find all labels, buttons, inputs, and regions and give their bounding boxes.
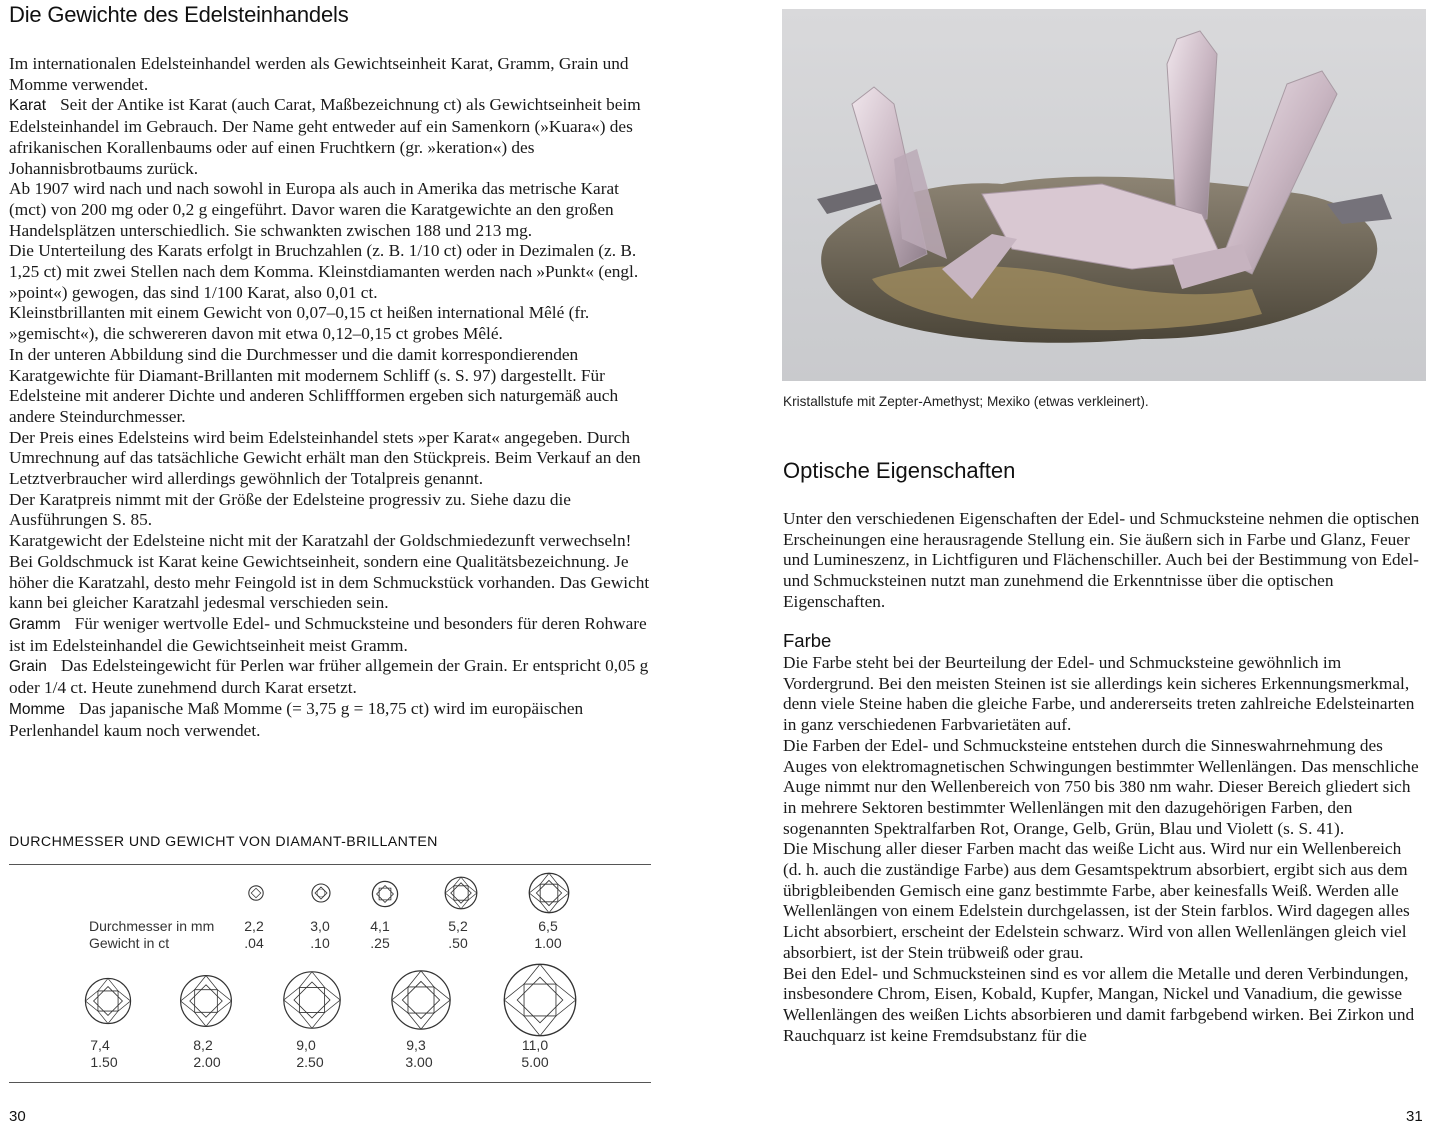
row1-diameter: 2,2: [244, 918, 264, 934]
photo-caption: Kristallstufe mit Zepter-Amethyst; Mexiko (etwas verkleinert).: [783, 394, 1149, 409]
karat-text: Seit der Antike ist Karat (auch Carat, Maßbezeichnung ct) als Gewichtseinheit beim Edelsteinhandel im Gebrauch. Der Name geht entweder auf ein Samenkorn (»Kuara«) des afrikanischen Korallenbaums oder auf einen Fruchtkern (gr. »keration«) des Johannisbrotbaums zurück.: [9, 95, 641, 178]
gramm-paragraph: [9, 614, 654, 656]
row2-weight: 5.00: [521, 1054, 549, 1070]
brilliant-diamond-icon: [179, 974, 233, 1028]
table-top-rule: [9, 864, 651, 865]
weight-label: Gewicht in ct: [89, 935, 170, 951]
table-title: DURCHMESSER UND GEWICHT VON DIAMANT-BRILLANTEN: [9, 834, 438, 850]
brilliant-diamond-icon: [502, 962, 578, 1038]
karat-paragraph: [9, 95, 654, 179]
section-title: Optische Eigenschaften: [783, 458, 1016, 483]
farbe-paragraph: Die Mischung aller dieser Farben macht das weiße Licht aus. Wird nur ein Wellenbereich (d. h. auch die zuständige Farbe) aus dem Gesamtspektrum absorbiert, ergibt sich aus dem übrigbleibenden Gemisch eine ganz bestimmte Farbe, aber keinesfalls Weiß. Werden alle Wellenlängen von einem Edelstein durchgelassen, ist der Stein farblos. Wird dagegen alles Licht absorbiert, erscheint der Edelstein schwarz. Wird von allen Wellenlängen gleich viel absorbiert, ist der Stein trübweiß oder grau.: [783, 839, 1410, 962]
page-number: 30: [9, 1108, 26, 1125]
intro-paragraph: Im internationalen Edelsteinhandel werden als Gewichtseinheit Karat, Gramm, Grain und Momme verwendet.: [9, 54, 629, 94]
table-bottom-rule: [9, 1082, 651, 1083]
grain-label: Grain: [9, 658, 47, 676]
karat-paragraph: Kleinstbrillanten mit einem Gewicht von 0,07–0,15 ct heißen international Mêlé (fr. »gemischt«), die schwereren davon mit etwa 0,12–0,15 ct grobes Mêlé.: [9, 303, 590, 344]
row2-diameter: 9,0: [296, 1037, 316, 1053]
row1-weight: .25: [370, 935, 390, 951]
gramm-label: Gramm: [9, 615, 61, 633]
brilliant-diamond-icon: [390, 969, 452, 1031]
karat-paragraph: Der Preis eines Edelsteins wird beim Edelsteinhandel stets »per Karat« angegeben. Durch Umrechnung auf das tatsächliche Gewicht erhält man den Stückpreis. Beim Verkauf an den Letztverbraucher wird allerdings gewöhnlich der Totalpreis genannt.: [9, 427, 641, 489]
section-intro-text: [783, 509, 1423, 613]
karat-paragraph: Ab 1907 wird nach und nach sowohl in Europa als auch in Amerika das metrische Karat (mct) von 200 mg oder 0,2 g eingeführt. Davor waren die Karatgewichte an den großen Handelsplätzen unterschiedlich. Sie schwankten zwischen 188 und 213 mg.: [9, 179, 619, 240]
row2-diameter: 7,4: [90, 1037, 110, 1053]
page-title: Die Gewichte des Edelsteinhandels: [9, 2, 349, 27]
momme-label: Momme: [9, 700, 65, 718]
row1-weight: .10: [310, 935, 330, 951]
row2-weight: 1.50: [90, 1054, 118, 1070]
karat-paragraph: In der unteren Abbildung sind die Durchmesser und die damit korrespondierenden Karatgewichte für Diamant-Brillanten mit modernem Schliff (s. S. 97) dargestellt. Für Edelsteine mit anderer Dichte und anderen Schliffformen ergeben sich naturgemäß auch andere Steindurchmesser.: [9, 344, 619, 426]
farbe-paragraph: Bei den Edel- und Schmucksteinen sind es vor allem die Metalle und deren Verbindungen, insbesondere Chrom, Eisen, Kobald, Kupfer, Mangan, Nickel und Vanadium, die gewisse Wellenlängen des weißen Lichts absorbieren und damit farbgebend wirken. Bei Zirkon und Rauchquarz ist keine Fremdsubstanz für die: [783, 963, 1415, 1045]
karat-label: Karat: [9, 97, 47, 115]
brilliant-diamond-icon: [371, 880, 399, 908]
row1-diameter: 6,5: [538, 918, 558, 934]
diameter-label: Durchmesser in mm: [89, 918, 215, 934]
row1-diameter: 4,1: [370, 918, 390, 934]
page-number: 31: [1406, 1108, 1423, 1125]
brilliant-diamond-icon: [444, 876, 478, 910]
section-intro-paragraph: Unter den verschiedenen Eigenschaften der Edel- und Schmucksteine nehmen die optischen Erscheinungen eine herausragende Stellung ein. Sie äußern sich in Farbe und Glanz, Feuer und Lumineszenz, in Lichtfiguren und Flächenschiller. Auch bei der Bestimmung von Edel- und Schmucksteinen nutzt man zunehmend die Erkenntnisse über die optischen Eigenschaften.: [783, 509, 1420, 611]
farbe-text: [783, 653, 1423, 1046]
row2-weight: 3.00: [405, 1054, 433, 1070]
farbe-paragraph: Die Farben der Edel- und Schmucksteine entstehen durch die Sinneswahrnehmung des Auges von elektromagnetischen Schwingungen bestimmter Wellenlängen. Das menschliche Auge nimmt nur den Wellenbereich von 750 bis 380 nm wahr. Dieser Bereich gliedert sich in mehrere Sektoren bestimmter Wellenlängen mit den dazugehörigen Farben, den sogenannten Spektralfarben Rot, Orange, Gelb, Grün, Blau und Violett (s. S. 41).: [783, 735, 1419, 838]
brilliant-diamond-icon: [84, 977, 132, 1025]
grain-text: Das Edelsteingewicht für Perlen war früher allgemein der Grain. Er entspricht 0,05 g oder 1/4 ct. Heute zunehmend durch Karat ersetzt.: [9, 656, 649, 698]
brilliant-diamond-icon: [311, 883, 331, 903]
grain-paragraph: [9, 656, 654, 698]
row1-diameter: 5,2: [448, 918, 468, 934]
brilliant-diamond-icon: [282, 970, 342, 1030]
row2-weight: 2.00: [193, 1054, 221, 1070]
row1-weight: 1.00: [534, 935, 562, 951]
karat-paragraph: Die Unterteilung des Karats erfolgt in Bruchzahlen (z. B. 1/10 ct) oder in Dezimalen (z. B. 1,25 ct) mit zwei Stellen nach dem Komma. Kleinstdiamanten werden nach »Punkt« (engl. »point«) gewogen, das sind 1/100 Karat, also 0,01 ct.: [9, 241, 639, 302]
farbe-paragraph: Die Farbe steht bei der Beurteilung der Edel- und Schmucksteine gewöhnlich im Vordergrund. Bei den meisten Steinen ist sie allerdings kein sicheres Erkennungsmerkmal, denn viele Steine haben die gleiche Farbe, und andererseits treten zahlreiche Edelsteinarten in ganz verschiedenen Farbvarietäten auf.: [783, 653, 1415, 735]
gramm-text: Für weniger wertvolle Edel- und Schmucksteine und besonders für deren Rohware ist im Edelsteinhandel die Gewichtseinheit meist Gramm.: [9, 613, 647, 655]
row2-diameter: 8,2: [193, 1037, 213, 1053]
crystal-photo: [782, 9, 1426, 381]
row2-diameter: 11,0: [521, 1037, 549, 1053]
brilliant-diamond-icon: [248, 885, 264, 901]
karat-paragraph: Karatgewicht der Edelsteine nicht mit der Karatzahl der Goldschmiedezunft verwechseln! Bei Goldschmuck ist Karat keine Gewichtseinheit, sondern eine Qualitätsbezeichnung. Je höher die Karatzahl, desto mehr Feingold ist in dem Schmuckstück vorhanden. Das Gewicht kann bei gleicher Karatzahl jedesmal verschieden sein.: [9, 531, 650, 613]
row2-weight: 2.50: [296, 1054, 324, 1070]
subsection-title: Farbe: [783, 630, 832, 651]
momme-paragraph: [9, 699, 654, 741]
karat-paragraph: Der Karatpreis nimmt mit der Größe der Edelsteine progressiv zu. Siehe dazu die Ausführungen S. 85.: [9, 489, 571, 530]
brilliant-diamond-icon: [528, 872, 570, 914]
row1-weight: .04: [244, 935, 264, 951]
main-text: [9, 54, 654, 741]
momme-text: Das japanische Maß Momme (= 3,75 g = 18,75 ct) wird im europäischen Perlenhandel kaum noch verwendet.: [9, 698, 584, 740]
row1-diameter: 3,0: [310, 918, 330, 934]
row2-diameter: 9,3: [406, 1037, 426, 1053]
row1-weight: .50: [448, 935, 468, 951]
